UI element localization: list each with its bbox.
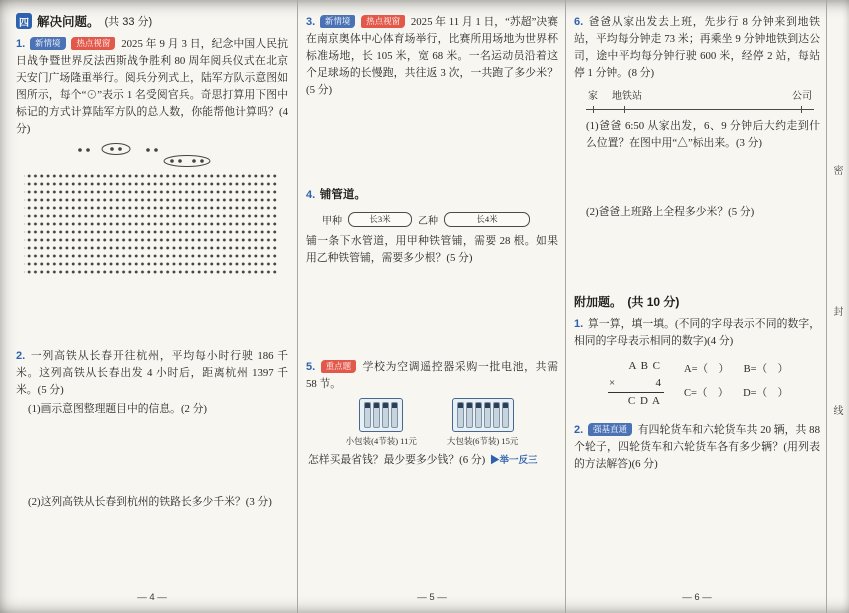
column-page-6: [574, 0, 820, 613]
hot-topic-badge: 热点视窗: [71, 37, 115, 50]
battery-cell-icon: [457, 402, 464, 428]
answer-c: C=（ ）: [684, 388, 729, 399]
vertical-multiplication: [608, 358, 664, 410]
problem-3: [306, 14, 558, 99]
section-points: (共 33 分): [104, 16, 153, 28]
key-problem-badge: 重点题: [321, 360, 357, 373]
battery-pack-4-icon: [359, 398, 403, 432]
small-battery-pack-figure: [346, 398, 417, 447]
binding-divider: [826, 0, 827, 613]
seal-char-mi: 密: [833, 166, 844, 177]
battery-pack-6-icon: [452, 398, 514, 432]
annotation-marks-icon: [74, 142, 244, 168]
bonus-problem-1-number: 1.: [574, 318, 584, 330]
problem-1-number: 1.: [16, 38, 26, 50]
bonus-points: (共 10 分): [627, 295, 680, 309]
answer-b: B=（ ）: [743, 364, 789, 375]
problem-6: [574, 14, 820, 82]
company-label: 公司: [792, 91, 812, 102]
problem-3-text: 2025 年 11 月 1 日，“苏超”决赛在南京奥体中心体育场举行，比赛所用场地为世界杯标准场地，长 105 米，宽 68 米。一名运动员沿着这个足球场的长慢跑，共往返 3 次，一共跑了多少米？(5 分): [306, 16, 558, 96]
multiplicand: A B C: [628, 360, 661, 372]
battery-cell-icon: [475, 402, 482, 428]
section-number-box: 四: [16, 13, 32, 29]
page-number-6: — 6 —: [682, 592, 712, 603]
pipe-a-label: 甲种: [322, 216, 342, 227]
new-context-badge: 新情境: [320, 15, 356, 28]
problem-6-number: 6.: [574, 16, 584, 28]
answer-row: [684, 358, 800, 382]
product: C D A: [627, 395, 661, 407]
problem-3-number: 3.: [306, 16, 316, 28]
hot-topic-badge: 热点视窗: [361, 15, 405, 28]
problem-6-text: 爸爸从家出发去上班，先步行 8 分钟来到地铁站，平均每分钟走 73 米；再乘坐 9 分钟地铁到达公司，途中平均每分钟行驶 600 米，经停 2 站，每站停 1 分钟。(8 分): [574, 16, 821, 79]
times-sign: ×: [609, 377, 616, 389]
commute-line-diagram: [586, 90, 814, 116]
problem-1-text: 2025 年 9 月 3 日，纪念中国人民抗日战争暨世界反法西斯战争胜利 80 周年阅兵仪式在北京天安门广场隆重举行。阅兵分列式上，陆军方队示意图如图所示，每个“⊙”表示 1 名受阅官兵。奇思打算用下图中标记的方式计算陆军方队的总人数，你能帮他计算吗？(4 分): [16, 38, 288, 135]
problem-2-subquestion-2: (2)这列高铁从长春到杭州的铁路长多少千米？(3 分): [28, 496, 272, 508]
multiplication-puzzle: [608, 358, 820, 410]
home-label: 家: [588, 91, 598, 102]
route-tick: [624, 106, 625, 113]
route-line: [586, 109, 814, 110]
page-number-5: — 5 —: [417, 592, 447, 603]
answer-blanks: [684, 358, 800, 410]
bonus-section-header: [574, 293, 820, 310]
page-number-4: — 4 —: [137, 592, 167, 603]
problem-4-heading: [306, 187, 558, 204]
small-pack-label: 小包装(4节装) 11元: [345, 436, 417, 446]
pipe-diagram: [322, 212, 558, 227]
problem-4-title: 铺管道。: [319, 189, 366, 201]
answer-d: D=（ ）: [743, 388, 789, 399]
bonus-problem-2: [574, 422, 820, 473]
column-page-4: [16, 0, 288, 613]
pipe-a-bar: 长3米: [348, 212, 412, 227]
battery-cell-icon: [364, 402, 371, 428]
multiplier: 4: [655, 377, 661, 389]
multiplier-row: [608, 375, 664, 393]
answer-a: A=（ ）: [684, 364, 730, 375]
problem-4-number: 4.: [306, 189, 316, 201]
foundation-badge: 强基直通: [588, 423, 632, 436]
large-pack-label: 大包装(6节装) 15元: [446, 436, 519, 446]
problem-5-question-text: 怎样买最省钱？最少要多少钱？(6 分): [308, 454, 486, 466]
problem-2-subquestion-1: (1)画示意图整理题目中的信息。(2 分): [28, 403, 208, 415]
bonus-title: 附加题。: [574, 295, 623, 309]
battery-cell-icon: [466, 402, 473, 428]
analogy-tag: ▶举一反三: [489, 455, 538, 466]
battery-cell-icon: [502, 402, 509, 428]
problem-6-subquestion-1: (1)爸爸 6:50 从家出发，6、9 分钟后大约走到什么位置？在图中用“△”标出来。(3 分): [586, 120, 820, 149]
pipe-b-label: 乙种: [418, 216, 438, 227]
problem-5-number: 5.: [306, 361, 316, 373]
battery-cell-icon: [382, 402, 389, 428]
problem-5: [306, 359, 558, 393]
problem-5-text: 学校为空调遥控器采购一批电池，共需 58 节。: [306, 361, 559, 390]
problem-2-text: 一列高铁从长春开往杭州，平均每小时行驶 186 千米。这列高铁从长春出发 4 小时后，距离杭州 1397 千米。(5 分): [16, 350, 289, 396]
new-context-badge: 新情境: [30, 37, 66, 50]
battery-cell-icon: [391, 402, 398, 428]
station-label: 地铁站: [612, 91, 642, 102]
seal-char-xian: 线: [833, 406, 844, 417]
route-tick: [593, 106, 594, 113]
problem-2-number: 2.: [16, 350, 26, 362]
seal-char-feng: 封: [833, 307, 844, 318]
battery-figures: [306, 398, 558, 447]
route-tick: [801, 106, 802, 113]
problem-4-text: 铺一条下水管道，用甲种铁管铺，需要 28 根。如果用乙种铁管铺，需要多少根？(5 分): [306, 235, 558, 264]
problem-2: [16, 348, 288, 399]
column-page-5: [306, 0, 558, 613]
answer-row: [684, 382, 800, 406]
troop-formation-dot-grid: [24, 170, 277, 274]
column-divider: [565, 0, 566, 613]
problem-1: [16, 36, 288, 138]
dot-grid-annotation: [74, 142, 288, 168]
section-header: [16, 0, 288, 30]
bonus-problem-2-text: 有四轮货车和六轮货车共 20 辆，共 88 个轮子，四轮货车和六轮货车各有多少辆？(用列表的方法解答)(6 分): [574, 424, 820, 470]
problem-5-question: [308, 452, 558, 469]
bonus-problem-1: [574, 316, 820, 350]
problem-6-subquestion-2: (2)爸爸上班路上全程多少米？(5 分): [586, 206, 755, 218]
column-divider: [297, 0, 298, 613]
battery-cell-icon: [484, 402, 491, 428]
large-battery-pack-figure: [447, 398, 519, 447]
battery-cell-icon: [493, 402, 500, 428]
bonus-problem-2-number: 2.: [574, 424, 584, 436]
bonus-problem-1-text: 算一算，填一填。(不同的字母表示不同的数字，相同的字母表示相同的数字)(4 分): [574, 318, 820, 347]
battery-cell-icon: [373, 402, 380, 428]
section-title: 解决问题。: [37, 15, 100, 29]
pipe-b-bar: 长4米: [444, 212, 530, 227]
